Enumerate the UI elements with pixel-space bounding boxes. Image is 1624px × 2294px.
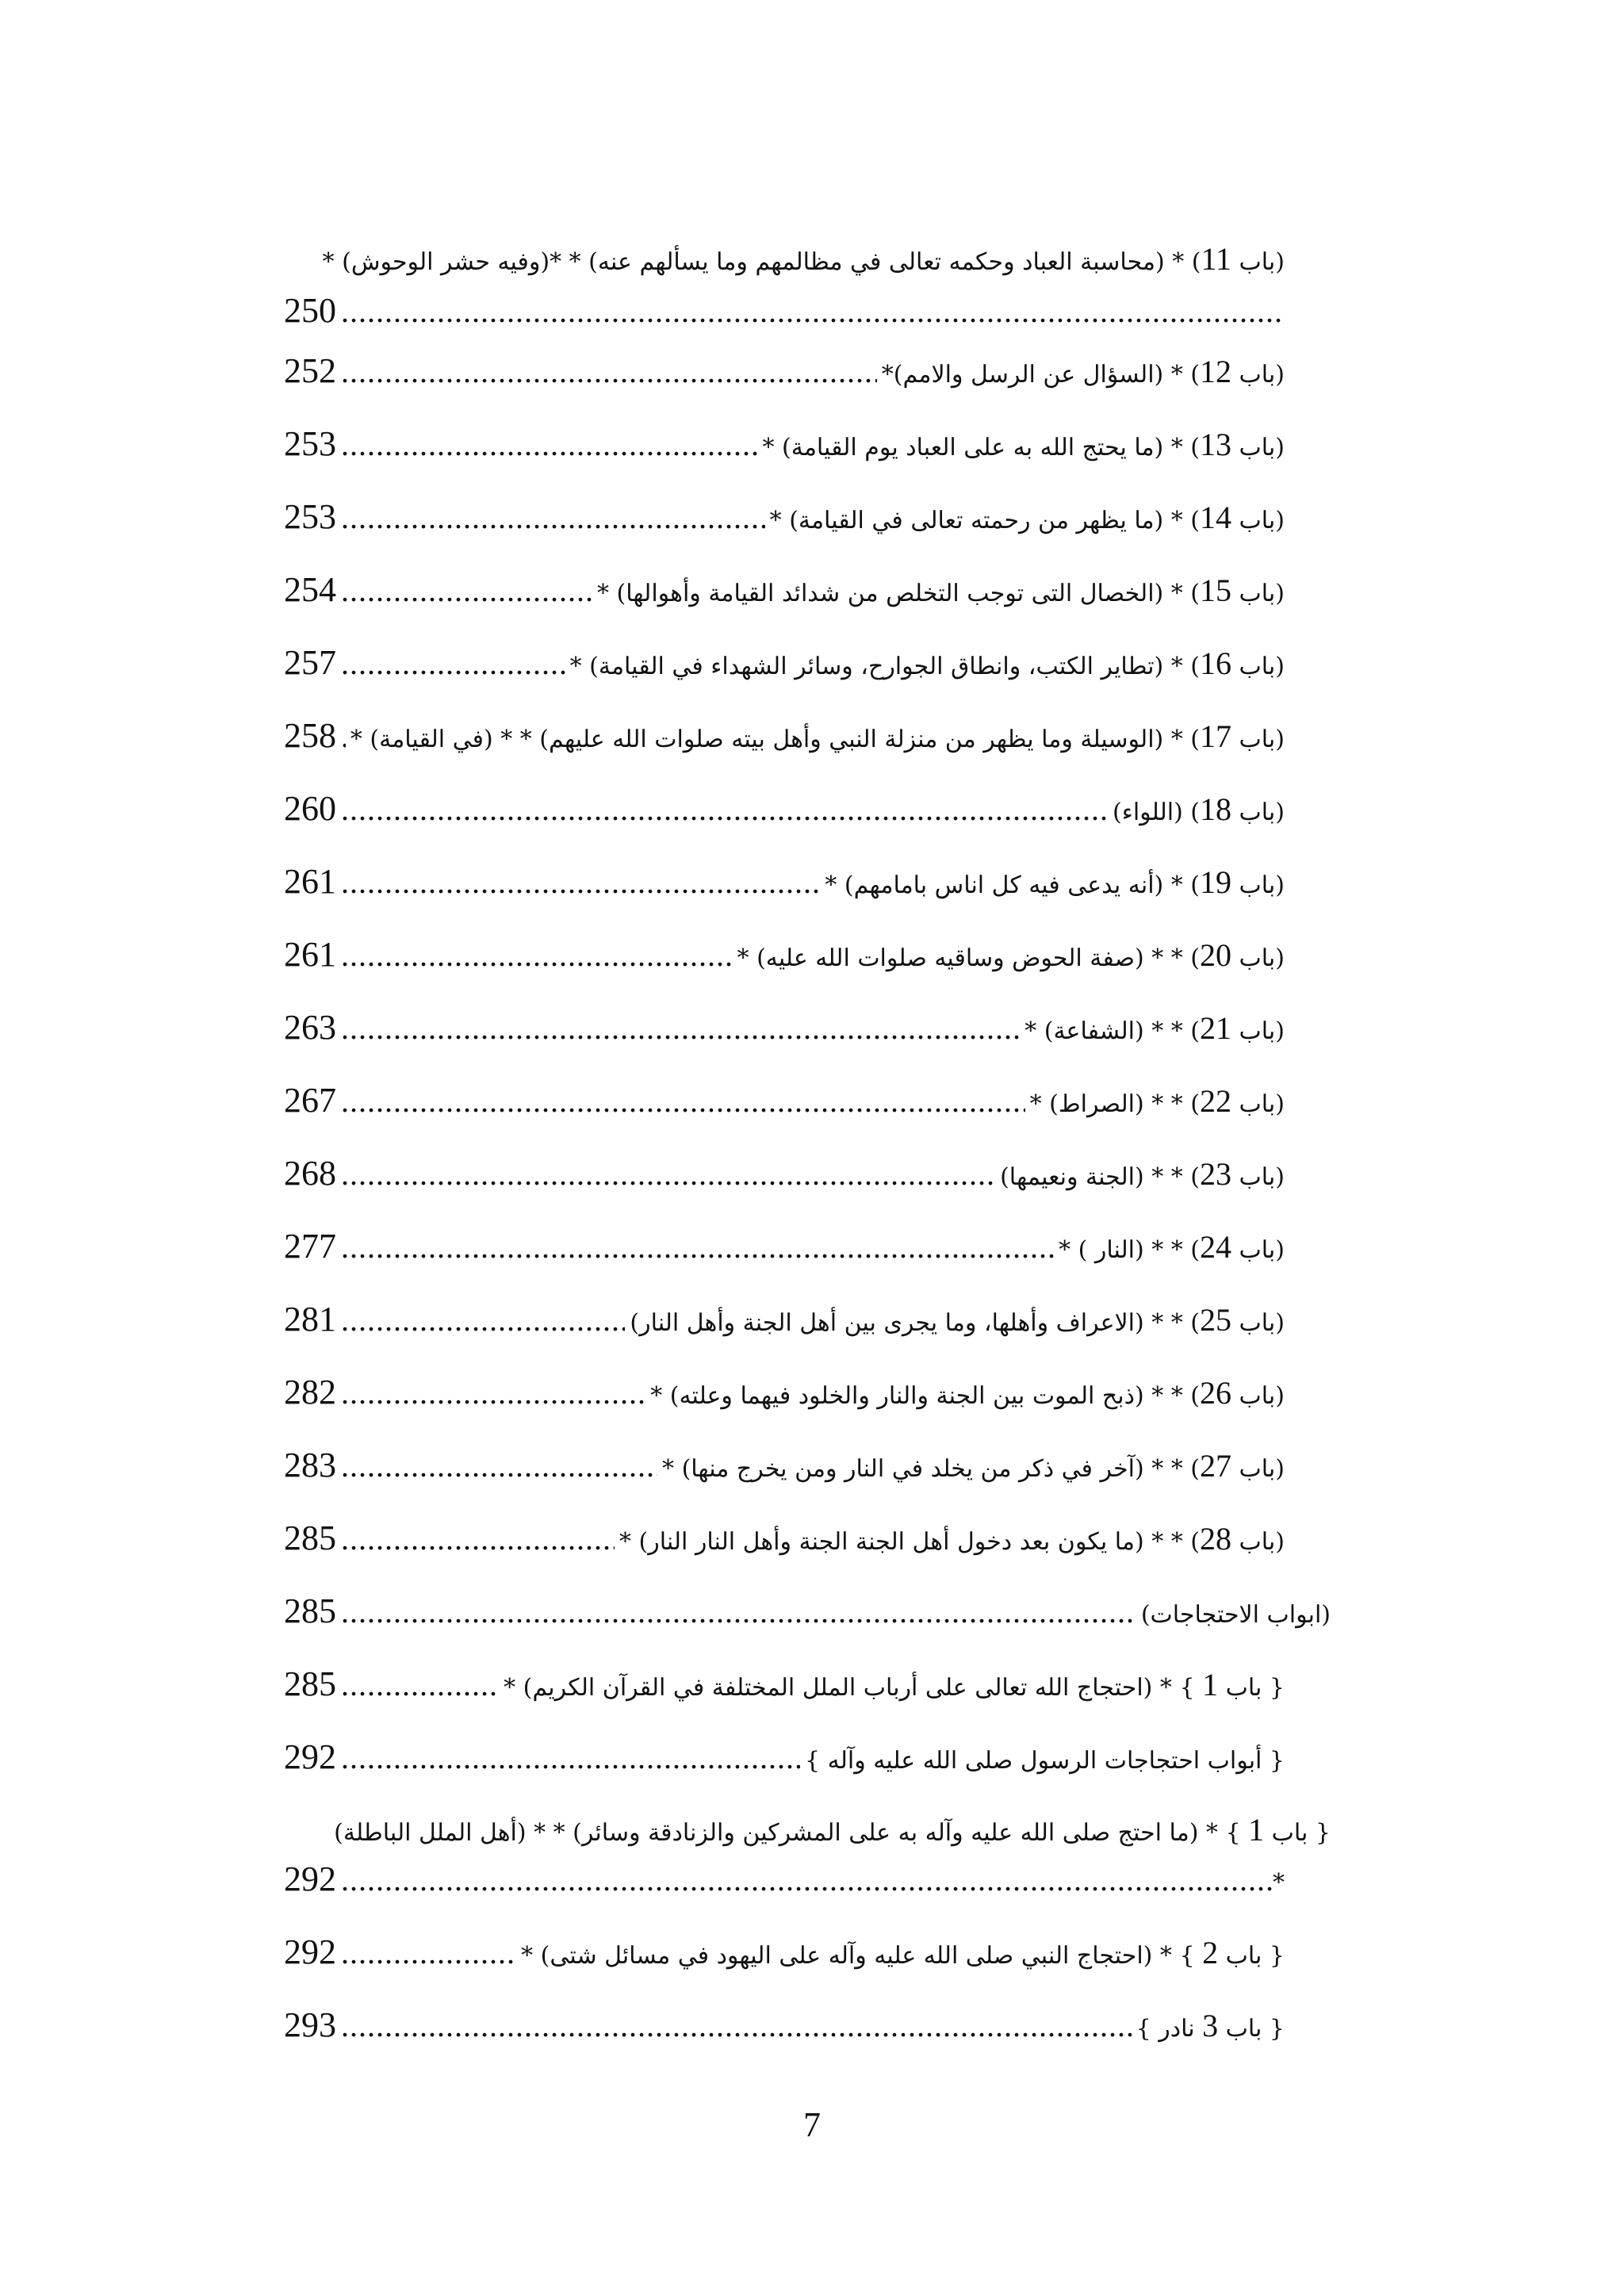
entry-page: 267: [284, 1081, 336, 1120]
toc-entry-28: [284, 1515, 1285, 1562]
table-of-contents: [284, 0, 1331, 2294]
dot-leader: [341, 1296, 625, 1343]
dot-leader: [341, 1856, 1273, 1903]
entry-title: (باب 19) * (أنه يدعى فيه كل اناس بامامهم) *: [825, 864, 1285, 900]
dot-leader: [341, 1661, 499, 1708]
entry-title: (ابواب الاحتجاجات): [1140, 1601, 1331, 1629]
toc-entry-19: [284, 858, 1285, 906]
entry-title: (باب 27) * * (آخر في ذكر من يخلد في النار ومن يخرج منها) *: [662, 1448, 1285, 1484]
dot-leader: [341, 1442, 657, 1489]
dot-leader: [341, 932, 733, 978]
toc-entry-12: [284, 347, 1285, 395]
page-number: 7: [803, 2105, 821, 2144]
entry-page: 285: [284, 1591, 336, 1630]
entry-page: 253: [284, 497, 336, 536]
entry-page: 293: [284, 2005, 336, 2044]
entry-title: (باب 28) * * (ما يكون بعد دخول أهل الجنة الجنة وأهل النار النار) *: [619, 1521, 1285, 1557]
entry-title: { أبواب احتجاجات الرسول صلى الله عليه وآله }: [805, 1747, 1285, 1775]
entry-page: 282: [284, 1373, 336, 1411]
entry-title: (باب 15) * (الخصال التى توجب التخلص من شدائد القيامة وأهوالها) *: [596, 573, 1285, 608]
toc-entry-13: [284, 420, 1285, 468]
entry-title: (باب 13) * (ما يحتج الله به على العباد يوم القيامة) *: [762, 427, 1285, 462]
dot-leader: [341, 1588, 1136, 1635]
entry-page: 281: [284, 1300, 336, 1338]
toc-entry-25: [284, 1296, 1285, 1343]
toc-entry-22: [284, 1077, 1285, 1124]
entry-page: 277: [284, 1227, 336, 1266]
dot-leader: [341, 494, 765, 541]
toc-entry-27: [284, 1442, 1285, 1489]
dot-leader: [341, 2002, 1132, 2049]
dot-leader: [341, 421, 758, 468]
dot-leader: [341, 1515, 615, 1562]
entry-title: { باب 3 نادر }: [1136, 2008, 1285, 2043]
toc-entry-26: [284, 1369, 1285, 1416]
toc-entry-17: [284, 712, 1285, 760]
toc-entry-bab-1-quran: [284, 1660, 1285, 1708]
entry-page: 254: [284, 570, 336, 609]
entry-page: 285: [284, 1664, 336, 1703]
dot-leader: [341, 1929, 516, 1976]
toc-entry-20: [284, 931, 1285, 978]
toc-entry-ihtijajat: [284, 1587, 1331, 1635]
entry-title: { باب 1 } * (احتجاج الله تعالى على أرباب الملل المختلفة في القرآن الكريم) *: [504, 1667, 1285, 1702]
entry-title: (باب 11) * (محاسبة العباد وحكمه تعالى في مظالمهم وما يسألهم عنه) * *(وفيه حشر الوحوش) *: [322, 241, 1285, 277]
entry-page: 292: [284, 1932, 336, 1971]
dot-leader: [341, 348, 877, 395]
toc-entry-11-title: [284, 236, 1285, 283]
entry-title: (باب 23) * * (الجنة ونعيمها): [1000, 1156, 1285, 1192]
entry-page: 261: [284, 935, 336, 974]
dot-leader: [341, 288, 1285, 335]
toc-entry-11-leader: [284, 287, 1285, 335]
entry-title: { باب 2 } * (احتجاج النبي صلى الله عليه وآله على اليهود في مسائل شتى) *: [521, 1935, 1285, 1970]
toc-entry-bab-1-mushrikin-title: [284, 1806, 1331, 1854]
toc-entry-bab-3-nadir: [284, 2001, 1285, 2049]
entry-title: { باب 1 } * (ما احتج صلى الله عليه وآله به على المشركين والزنادقة وسائر) * * (أهل الملل الباطلة): [334, 1812, 1331, 1848]
dot-leader: [341, 786, 1108, 833]
entry-page: 285: [284, 1518, 336, 1557]
entry-page: 258: [284, 716, 336, 755]
toc-entry-18: [284, 785, 1285, 833]
entry-title: (باب 25) * * (الاعراف وأهلها، وما يجرى بين أهل الجنة وأهل النار): [630, 1302, 1285, 1338]
toc-entry-14: [284, 493, 1285, 541]
dot-leader: [341, 1224, 1054, 1270]
entry-continuation: *: [1273, 1869, 1285, 1897]
dot-leader: [341, 713, 346, 760]
dot-leader: [341, 1151, 995, 1197]
entry-title: (باب 20) * * (صفة الحوض وساقيه صلوات الله عليه) *: [737, 937, 1285, 973]
entry-title: (باب 17) * (الوسيلة وما يظهر من منزلة النبي وأهل بيته صلوات الله عليهم) * * (في القيامة) *: [350, 718, 1285, 754]
entry-page: 260: [284, 789, 336, 828]
entry-title: (باب 22) * * (الصراط) *: [1029, 1083, 1285, 1119]
dot-leader: [341, 859, 820, 906]
dot-leader: [341, 1078, 1025, 1124]
entry-title: (باب 12) * (السؤال عن الرسل والامم)*: [881, 354, 1285, 389]
dot-leader: [341, 640, 565, 687]
entry-title: (باب 24) * * (النار ) *: [1059, 1229, 1285, 1265]
dot-leader: [341, 1005, 1020, 1051]
entry-page: 292: [284, 1859, 336, 1898]
toc-entry-abwab-rasul: [284, 1733, 1285, 1781]
toc-entry-24: [284, 1223, 1285, 1270]
dot-leader: [341, 567, 592, 614]
toc-entry-bab-1-mushrikin-leader: [284, 1855, 1285, 1903]
entry-title: (باب 18) (اللواء): [1113, 791, 1285, 827]
entry-page: 261: [284, 862, 336, 901]
entry-page: 250: [284, 291, 336, 330]
dot-leader: [341, 1369, 645, 1416]
toc-entry-bab-2-yahud: [284, 1928, 1285, 1976]
entry-page: 257: [284, 643, 336, 682]
toc-entry-21: [284, 1004, 1285, 1051]
entry-page: 252: [284, 351, 336, 390]
toc-entry-16: [284, 639, 1285, 687]
toc-entry-15: [284, 566, 1285, 614]
entry-page: 263: [284, 1008, 336, 1047]
entry-title: (باب 14) * (ما يظهر من رحمته تعالى في القيامة) *: [769, 500, 1285, 535]
dot-leader: [341, 1734, 800, 1781]
entry-page: 268: [284, 1154, 336, 1193]
entry-page: 292: [284, 1737, 336, 1776]
entry-page: 283: [284, 1446, 336, 1484]
entry-title: (باب 21) * * (الشفاعة) *: [1025, 1010, 1285, 1046]
toc-entry-23: [284, 1150, 1285, 1197]
entry-title: (باب 26) * * (ذبح الموت بين الجنة والنار والخلود فيهما وعلته) *: [650, 1375, 1285, 1411]
entry-page: 253: [284, 424, 336, 463]
entry-title: (باب 16) * (تطاير الكتب، وانطاق الجوارح، وسائر الشهداء في القيامة) *: [569, 645, 1285, 681]
